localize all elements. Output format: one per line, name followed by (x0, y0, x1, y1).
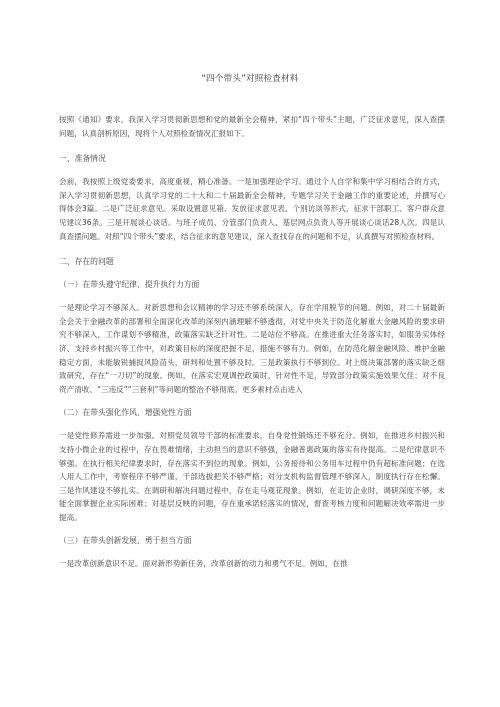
section-heading-problems: 二、存在的问题 (59, 257, 114, 267)
document-title: “四个带头”对照检查材料 (201, 74, 299, 84)
preparation-paragraph: 会前，我按照上级党委要求，高度重视，精心准备。一是加强理论学习。通过个人自学和集中学习相结合的方式，深入学习贯彻新思想，认真学习党的二十大和二十届最新全会精神，专题学习关于金融工作的重要论述，并撰写心得体会3篇。二是广泛征求意见。采取设置意见箱、发放征求意见表、个别访谈等形式，征求干部职工、客户群众意见建议36条。三是开展谈心谈话。与班子成员、分管部门负责人、基层网点负责人等开展谈心谈话28人次。四是认真查摆问题。对照“四个带头”要求，结合征求的意见建议，深入查找存在的问题和不足，认真撰写对照检查材料。 (59, 177, 445, 241)
intro-paragraph: 按照《通知》要求，我深入学习贯彻新思想和党的最新全会精神，紧扣“四个带头”主题，广泛征求意见，深入查摆问题，认真剖析原因，现将个人对照检查情况汇报如下。 (59, 115, 445, 138)
document-body (59, 113, 445, 571)
subsection-heading-innovation: （三）在带头创新发展、勇于担当方面 (59, 536, 192, 546)
section-heading-preparation: 一、准备情况 (59, 154, 106, 164)
subsection-heading-style: （二）在带头强化作风、增强党性方面 (59, 408, 192, 418)
subsection-heading-discipline: （一）在带头遵守纪律、提升执行力方面 (59, 280, 200, 290)
discipline-paragraph: 一是理论学习不够深入。对新思想和会议精神的学习还不够系统深入，存在学用脱节的问题。例如，对二十届最新全会关于金融改革的部署和全面深化改革的深刻内涵理解不够透彻，对党中央关于防范化解重大金融风险的要求研究不够深入，工作谋划不够精准，政策落实缺乏针对性。二是站位不够高。在推进重大任务落实时，如服务实体经济、支持乡村振兴等工作中，对政策目标的深度把握不足，措施不够有力。例如，在防范化解金融风险、维护金融稳定方面，未能敏锐捕捉风险苗头，研判和处置不够及时。三是政策执行不够到位。对上级决策部署的落实缺乏细致研究，存在“一刀切”的现象。例如，在落实宏观调控政策时，针对性不足，导致部分政策实施效果欠佳；对不良资产清收、“三违反”“三套利”等问题的整治不够彻底。更多素材点击进入 (59, 303, 445, 394)
style-paragraph: 一是党性修养需进一步加强。对照党员领导干部的标准要求，自身党性锻炼还不够充分。例如，在推进乡村振兴和支持小微企业的过程中，存在畏难情绪，主动担当的意识不够强，金融普惠政策的落实有待提高。二是纪律意识不够强。在执行相关纪律要求时，存在落实不到位的现象。例如，公务接待和公务用车过程中仍有超标准问题；在选人用人工作中，考察程序不够严谨，干部选拔把关不够严格；对分支机构监督管理不够深入，制度执行存在松懈。三是作风建设不够扎实。在调研和解决问题过程中，存在走马观花现象。例如，在走访企业时，调研深度不够，未能全面掌握企业实际困难；对基层反映的问题，存在重承诺轻落实的情况，督查考核力度和问题解决效率需进一步提高。 (59, 431, 445, 522)
innovation-paragraph: 一是改革创新意识不足。面对新形势新任务，改革创新的动力和勇气不足。例如，在推 (59, 559, 348, 569)
